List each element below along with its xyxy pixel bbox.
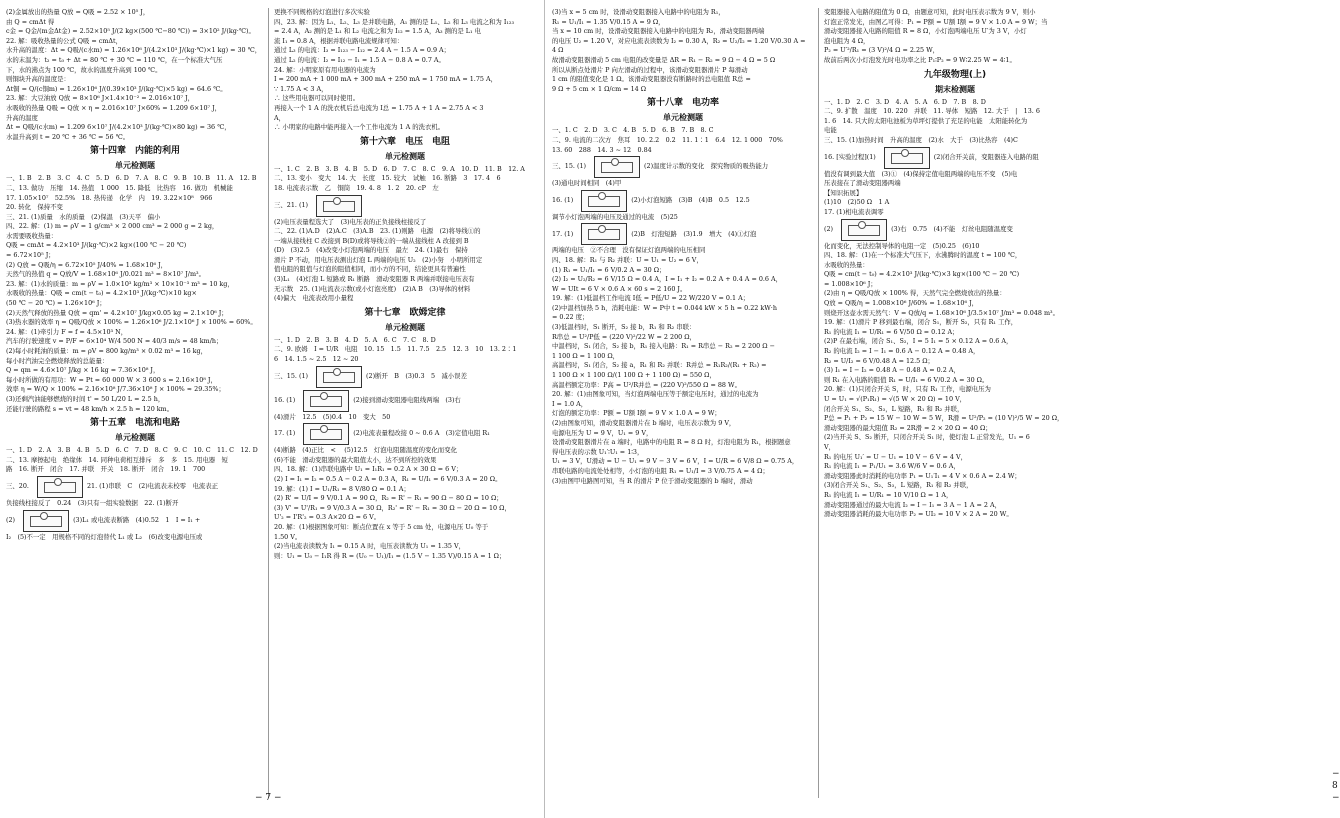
answer-line: 下，水的沸点为 100 ℃，故水的温度升高到 100 ℃。 <box>6 65 162 74</box>
answer-line: 一、1. D 2. A 3. B 4. B 5. D 6. C 7. D 8. C 9. C 10. C 11. C 12. D <box>6 446 258 455</box>
answer-line: = 0.22 度； <box>552 313 589 322</box>
answer-line: (3)当 x = 5 cm 时，设滑动变阻器接入电路中的电阻为 R₁， <box>552 8 725 16</box>
answer-line: 电能 <box>824 126 837 135</box>
answer-line: 1. 6 14. 只大的太阳电池板为草坪灯提供了充足的电能 太阳能转化为 <box>824 116 1028 125</box>
answer-line: 一、1. C 2. B 3. B 4. B 5. D 6. D 7. C 8. C 9. A 10. D 11. B 12. A <box>274 164 525 173</box>
answer-line: (3) I₁ = I − I₂ = 0.48 A − 0.48 A = 0.2 A， <box>824 366 960 375</box>
answer-line: 滑片 P 不动，用电压表测出灯泡 L 两端的电压 U₂ (2)小努 小明所用定 <box>274 255 483 264</box>
answer-line: 闭合开关 S₁、S₂、S₃，L 短路，R₁ 和 R₂ 并联， <box>824 404 964 413</box>
answer-line: 中温档时，S₁ 闭合，S₂ 接 b，R₁ 接入电路：R₁ = R串总 − R₂ = 2 200 Ω − <box>552 342 775 351</box>
answer-line: Q放 = Q吸/η = 1.008×10⁶ J/60% = 1.68×10⁶ J， <box>824 299 979 308</box>
page-number: − 8 − <box>1332 769 1340 803</box>
answer-line: 水需要吸收热量： <box>6 231 58 240</box>
answer-line: R₂ 的电流 I₂ = I − I₁ = 0.6 A − 0.12 A = 0.48 A， <box>824 347 980 356</box>
answer-line: R串总 = U²/P低 = (220 V)²/22 W = 2 200 Ω， <box>552 332 696 341</box>
answer-line: Δt = Q吸/(c水m) = 1.209 6×10⁷ J/(4.2×10³ J/(kg·℃)×80 kg) = 36 ℃， <box>6 123 231 132</box>
column-divider <box>818 8 819 798</box>
answer-line: 滑动变阻器此时消耗的电功率 P₁ = U₁′I₁ = 4 V × 0.6 A = 2.4 W； <box>824 471 1021 480</box>
answer-line: (2)金属放出的热量 Q放 = Q吸 = 2.52 × 10⁵ J， <box>6 8 150 16</box>
answer-line: R₂ = U/I₂ = 6 V/0.48 A = 12.5 Ω； <box>824 356 934 365</box>
circuit-diagram-figure <box>841 219 887 241</box>
answer-line: 四、18. 解：(1)串联电路中 U₁ = I₁R₁ = 0.2 A × 30 Ω = 6 V； <box>274 465 463 474</box>
answer-line: 水的末温为：t₂ = t₀ + Δt = 80 ℃ + 30 ℃ = 110 ℃，在一个标准大气压 <box>6 55 223 64</box>
answer-line: (4)滑片 12.5 (5)0.4 10 变大 50 <box>274 412 391 421</box>
answer-line: 压表接在了滑动变阻器两端 <box>824 179 901 188</box>
circuit-diagram-figure <box>581 190 627 212</box>
answer-line: 1 100 Ω = 1 100 Ω， <box>552 351 620 360</box>
answer-line: (6)不能 滑动变阻器的最大阻值太小，达不到所控的效果 <box>274 455 437 464</box>
answer-line: 泡电阻为 4 Ω， <box>824 36 870 45</box>
answer-line: 每小时汽油完全燃烧释放的总能量： <box>6 356 109 365</box>
answer-line: 变阻器接入电路的阻值为 0 Ω，由题意可知，此时电压表示数为 9 V，则小 <box>824 8 1036 16</box>
answer-line: 19. 解：(1)滑片 P 移到最右端，闭合 S₁，断开 S₂，只有 R₁ 工作， <box>824 318 1018 327</box>
line-segment: (2)接到滑动变阻器电阻线两端 (3)右 <box>353 395 461 404</box>
answer-line: (1)10 (2)50 Ω 1 A <box>824 198 890 207</box>
answer-line: 一、1. C 2. D 3. C 4. B 5. D 6. B 7. B 8. C <box>552 126 714 135</box>
answer-line: A， <box>274 113 286 122</box>
answer-line: R₁ 的电压 U₁′ = U − U₁ = 10 V − 6 V = 4 V， <box>824 452 968 461</box>
answer-line: 则 R₁ 在入电路的阻值 R₁ = U/I₁ = 6 V/0.2 A = 30 Ω。 <box>824 375 989 384</box>
answer-line: P₂ = U′²/R₁ = (3 V)²/4 Ω = 2.25 W， <box>824 46 940 55</box>
answer-line: V， <box>824 442 836 451</box>
column-divider <box>268 8 269 798</box>
answer-line: I₂ (5)不一定 用规格不同的灯泡替代 L₁ 或 L₂ (6)改变电源电压或 <box>6 532 203 541</box>
column-2 <box>274 8 536 798</box>
answer-line: 调节小灯泡两端的电压及通过的电流 (5)25 <box>552 212 678 221</box>
answer-line: 通过 L₂ 的电流：I₂ = I₁₂ − I₁ = 1.5 A − 0.8 A = 0.7 A。 <box>274 55 445 64</box>
line-segment: 17. (1) <box>552 229 574 238</box>
answer-line: I = 200 mA + 1 000 mA + 300 mA + 250 mA = 1 750 mA = 1.75 A， <box>274 75 498 84</box>
answer-line: 19. 解：(1)低温档工作电流 I低 = P低/U = 22 W/220 V = 0.1 A； <box>552 294 750 303</box>
answer-line: 9 Ω + 5 cm × 1 Ω/cm = 14 Ω <box>552 84 647 93</box>
chapter-heading: 九年级物理(上) <box>923 69 987 80</box>
answer-line: 24. 解：小明家原有用电器的电流为 <box>274 65 376 74</box>
page-number: − 7 − <box>255 793 282 803</box>
answer-line: 20. 解：(1)只闭合开关 S，时，只有 R₁ 工作，电源电压为 <box>824 385 991 394</box>
answer-line: I = 1.0 A， <box>552 399 588 408</box>
answer-line: 的电压 U₂ = 1.20 V，对应电流表读数为 I₂ = 0.30 A，R₂ = U₂/I₂ = 1.20 V/0.30 A = <box>552 36 806 45</box>
answer-line: 三、21. (1)质量 水的质量 (2)保温 (3)天平 偏小 <box>6 212 161 221</box>
answer-line-with-figure <box>274 365 536 389</box>
answer-line: = 6.72×10⁵ J； <box>6 251 55 260</box>
answer-line: c金 = Q金/(m金Δt金) = 2.52×10⁵ J/(2 kg×(500 ℃−80 ℃)) = 3×10² J/(kg·℃)。 <box>6 27 255 36</box>
answer-line: 水升高的温度：Δt = Q吸/(c水m) = 1.26×10⁶ J/(4.2×10³ J/(kg·℃)×1 kg) = 30 ℃， <box>6 46 262 55</box>
answer-line: 当 x = 10 cm 时，设滑动变阻器接入电路中的电阻为 R₂，滑动变阻器两端 <box>552 27 765 36</box>
answer-line: 24. 解：(1)牵引力 F = f = 4.5×10³ N， <box>6 327 128 336</box>
answer-line: (2)每小时耗油的质量：m = ρV = 800 kg/m³ × 0.02 m³ = 16 kg， <box>6 347 208 355</box>
line-segment: 16. (1) <box>552 195 574 204</box>
answer-line: (3)通电时间相同 (4)甲 <box>552 179 622 188</box>
answer-line: U = U₁ = √(P₁R₁) = √(5 W × 20 Ω) = 10 V， <box>824 395 967 403</box>
answer-line: 串联电路的电流处处相等，小灯泡的电阻 R₁ = U₁/I = 3 V/0.75 A = 4 Ω； <box>552 466 769 475</box>
section-heading: 单元检测题 <box>115 433 155 443</box>
answer-line: 负接线柱接反了 0.24 (3)只有一组实验数据 22. (1)断开 <box>6 498 179 507</box>
answer-line: 一、1. D 2. B 3. B 4. D 5. A 6. C 7. C 8. D <box>274 335 436 344</box>
chapter-heading: 第十五章 电流和电路 <box>89 418 180 429</box>
answer-line: 四、18. 解：(1)在一个标准大气压下，水沸腾时的温度 t = 100 ℃， <box>824 251 1022 260</box>
answer-line: (3) V' = U'/R₁ = 9 V/0.3 A = 30 Ω，R₂' = R' − R₁ = 30 Ω − 20 Ω = 10 Ω， <box>274 503 511 512</box>
answer-line: (1) R₁ = U₁/I₁ = 6 V/0.2 A = 30 Ω； <box>552 265 666 274</box>
answer-line: ∴ 小明家的电路中能再接入一个工作电流为 1 A 的洗衣机。 <box>274 123 445 132</box>
answer-line: 二、13. 变小 变大 14. 大 长度 15. 较大 试触 16. 断路 3 17. 4 6 <box>274 174 501 183</box>
answer-line: 滑动变阻器接入电路的阻值 R = 8 Ω，小灯泡两端电压 U′为 3 V，小灯 <box>824 27 1027 36</box>
answer-line: 20. 转化 保持不变 <box>6 203 63 212</box>
answer-line: 二、9. 电流的二次方 焦耳 10. 2.2 0.2 11. 1∶1 6.4 12. 1 000 70% <box>552 135 783 144</box>
line-segment: (2) <box>6 515 16 524</box>
answer-line-with-figure <box>552 222 814 246</box>
answer-line: 滑动变阻器消耗的最大电功率 P₂ = UI₂ = 10 V × 2 A = 20 W。 <box>824 510 1013 519</box>
answer-line: 二、22. (1)A.D (2)A.C (3)A.B 23. (1)则路 电源 (2)将导线①的 <box>274 227 481 236</box>
answer-line-with-figure <box>6 509 264 533</box>
answer-line: 四、18. 解：R₁ 与 R₂ 并联：U = U₁ = U₂ = 6 V， <box>552 255 703 264</box>
answer-line: 两端的电压 ②不合理 没有保证灯泡两端的电压相同 <box>552 246 706 255</box>
answer-line: 二、13. 做功 压缩 14. 热值 1 000 15. 降低 比热容 16. 做功 机械能 <box>6 183 233 192</box>
answer-line: (3)由图甲电路图可知，当 R 的滑片 P 位于滑动变阻器的 b 端时，滑动 <box>552 476 753 485</box>
answer-line: 【知识拓展】 <box>824 188 863 197</box>
circuit-diagram-figure <box>594 156 640 178</box>
answer-line: 汽车的行驶速度 v = P/F = 6×10⁴ W/4 500 N = 40/3 m/s = 48 km/h； <box>6 337 223 346</box>
section-heading: 单元检测题 <box>115 161 155 171</box>
answer-line: 滑动变阻器通过的最大电流 I₂ = I − I₁ = 3 A − 1 A = 2 A， <box>824 500 1002 509</box>
chapter-heading: 第十八章 电功率 <box>646 98 719 109</box>
line-segment: 三、15. (1) <box>274 371 309 380</box>
answer-line: 17. 1.05×10⁷ 52.5% 18. 热传递 化学 内 19. 3.22×10⁸ 966 <box>6 193 213 202</box>
answer-line: (2)中温档加热 5 h，消耗电能：W = P中 t = 0.044 kW × 5 h = 0.22 kW·h <box>552 303 777 312</box>
answer-line: 一、1. D 2. C 3. D 4. A 5. A 6. D 7. B 8. D <box>824 97 986 106</box>
answer-line: (50 ℃ − 20 ℃) = 1.26×10⁶ J； <box>6 299 106 308</box>
answer-line: P总 = P₁ + P₂ = 15 W − 10 W = 5 W，R滑 = U²/P₂ = (10 V)²/5 W = 20 Ω， <box>824 414 1064 423</box>
answer-line: = 1.008×10⁶ J； <box>824 279 877 288</box>
section-heading: 单元检测题 <box>385 322 425 332</box>
answer-line: (3)热水器的效率 η = Q吸/Q放 × 100% = 1.26×10⁶ J/2.1×10⁶ J × 100% = 60%。 <box>6 318 257 327</box>
answer-line: 故前后两次小灯泡发光时电功率之比 P₁∶P₂ = 9 W∶2.25 W = 4∶1。 <box>824 55 1016 64</box>
answer-line-with-figure <box>552 155 814 179</box>
column-4 <box>824 8 1086 798</box>
circuit-diagram-figure <box>303 390 349 412</box>
answer-line: Δt铜 = Q/(c铜m) = 1.26×10⁶ J/(0.39×10³ J/(kg·℃)×5 kg) ≈ 64.6 ℃。 <box>6 84 227 93</box>
circuit-diagram-figure <box>581 223 627 245</box>
answer-line: 更换不同规格的灯泡进行多次实验 <box>274 8 370 16</box>
answer-line: W = UIt = 6 V × 0.6 A × 60 s = 2 160 J。 <box>552 284 687 293</box>
line-segment: (2)电流表量程改接 0 ~ 0.6 A (3)定值电阻 R₁ <box>353 429 490 438</box>
answer-line: 无示数 25. (1)电流表示数(或小灯泡亮度) (2)A B (3)导体的材料 <box>274 284 471 293</box>
answer-line: 高温档额定功率：P高 = U²/R并总 = (220 V)²/550 Ω = 88 W。 <box>552 380 741 389</box>
answer-line: 故滑动变阻器滑动 5 cm 电阻的改变量是 ΔR = R₁ − R₂ = 9 Ω − 4 Ω = 5 Ω <box>552 55 776 64</box>
answer-line: 值没有调到最大值 (3)① (4)保持定值电阻两端的电压不变 (5)电 <box>824 169 1018 178</box>
answer-line: 水吸收的热量： <box>824 260 869 269</box>
answer-line: 23. 解：(1)水的质量：m = ρV = 1.0×10³ kg/m³ × 10×10⁻³ m³ = 10 kg， <box>6 279 234 288</box>
answer-line: 通过 L₃ 的电流：I₃ = I₁₂₃ − I₁₂ = 2.4 A − 1.5 A = 0.9 A； <box>274 46 451 55</box>
circuit-diagram-figure <box>316 366 362 388</box>
section-heading: 期末检测题 <box>935 84 975 94</box>
line-segment: (2)小灯泡短路 (3)B (4)B 0.5 12.5 <box>631 195 750 204</box>
answer-line: (2)天然气释放的热量 Q放 = qm' = 4.2×10⁷ J/kg×0.05 kg = 2.1×10⁶ J； <box>6 308 228 317</box>
answer-line: 天然气的热值 q = Q放/V = 1.68×10⁶ J/0.021 m³ = 8×10⁷ J/m³。 <box>6 270 205 279</box>
line-segment: 21. (1)串联 C (2)电流表未校零 电流表正 <box>86 482 219 491</box>
answer-line: 一端从接线柱 C 改接到 B(D)或将导线②的一端从接线柱 A 改接到 B <box>274 236 469 245</box>
answer-line: 灯泡的额定功率：P额 = U额 I额 = 9 V × 1.0 A = 9 W； <box>552 409 721 418</box>
answer-line-with-figure <box>6 475 264 499</box>
answer-line: 还能行驶的路程 s = vt = 48 km/h × 2.5 h = 120 km。 <box>6 404 174 413</box>
answer-line: 四、22. 解：(1) m = ρV = 1 g/cm³ × 2 000 cm³ = 2 000 g = 2 kg， <box>6 222 219 231</box>
answer-line-with-figure <box>274 194 536 218</box>
answer-line: 二、9. 扩散 温度 10. 220 并联 11. 导体 短路 12. 大于 | 13. 6 <box>824 107 1040 116</box>
answer-line: 高温档时，S₁ 闭合，S₂ 接 a，R₁ 和 R₂ 并联：R并总 = R₁R₂/(R₁ + R₂) = <box>552 361 767 370</box>
answer-line: U₁ = 3 V，U滑动 = U − U₁ = 9 V − 3 V = 6 V，I = U/R = 6 V/8 Ω = 0.75 A， <box>552 457 799 466</box>
answer-line: 得电压表的示数 U₁′∶U₁ = 1∶3， <box>552 447 644 456</box>
answer-line: 值电阻的阻值与灯泡的阻值相同，而小方的不同，结论更具有普遍性 <box>274 265 466 274</box>
answer-line-with-figure <box>824 146 1086 170</box>
line-segment: 三、21. (1) <box>274 200 309 209</box>
answer-line: 每小时所做的有用功：W = Pt = 60 000 W × 3 600 s = 2.16×10⁸ J， <box>6 375 217 384</box>
answer-line: 4 Ω <box>552 46 564 55</box>
line-segment: (3)L₁ 或电流表断路 (4)0.52 1 I = I₁ + <box>73 515 201 524</box>
answer-line: 电源电压为 U = 9 V，U₁ = 9 V， <box>552 428 653 437</box>
answer-line: (3)低温档时，S₁ 断开，S₂ 接 b，R₁ 和 R₂ 串联： <box>552 323 696 332</box>
answer-line-with-figure <box>274 422 536 446</box>
answer-line: 水温升高到 t = 20 ℃ + 36 ℃ = 56 ℃。 <box>6 132 130 141</box>
answer-line: 效率 η = W/Q × 100% = 2.16×10⁸ J/7.36×10⁸ J × 100% ≈ 29.35%； <box>6 385 225 394</box>
answer-line: (3)L₁ (4)灯泡 L 短路或 R₁ 断路 滑动变阻器 R 两端并联接电压表有 <box>274 275 475 284</box>
answer-line: (2)当电流表读数为 I₁ = 0.15 A 时，电压表读数为 U₁ = 1.35 V， <box>274 542 466 551</box>
chapter-heading: 第十四章 内能的利用 <box>89 146 180 157</box>
answer-line: (3)还剩汽油能够燃烧的时间 t' = 50 L/20 L = 2.5 h， <box>6 394 165 403</box>
answer-line: 再接入一个 1 A 的洗衣机后总电流为 I总 = 1.75 A + 1 A = 2.75 A < 3 <box>274 103 484 112</box>
answer-line: 则烧开这壶水需天然气：V = Q放/q = 1.68×10⁶ J/3.5×10⁷ J/m³ = 0.048 m³。 <box>824 308 1059 317</box>
line-segment: 16. (1) <box>274 395 296 404</box>
circuit-diagram-figure <box>884 147 930 169</box>
answer-line: 18. 电流表示数 乙 铜筒 19. 4. 8 1. 2 20. cP 左 <box>274 183 439 192</box>
answer-line: (2)由 η = Q吸/Q放 × 100% 得，天然气完全燃烧放出的热量： <box>824 289 1006 298</box>
answer-line: Q = qm = 4.6×10⁷ J/kg × 16 kg = 7.36×10⁸ J， <box>6 366 160 375</box>
answer-line: (2) I₂ = U₂/R₂ = 6 V/15 Ω = 0.4 A，I = I₁ + I₂ = 0.2 A + 0.4 A = 0.6 A， <box>552 275 783 284</box>
answer-line: (2)电压表量程选大了 (3)电压表的正负接线柱接反了 <box>274 217 427 226</box>
answer-line: 则：U₁ = U₀ − I₁R 得 R = (U₀ − U₁)/I₁ = (1.5 V − 1.35 V)/0.15 A = 1 Ω； <box>274 551 506 560</box>
answer-line: R₁ = U₁/I₁ = 1.35 V/0.15 A = 9 Ω， <box>552 17 665 26</box>
left-page <box>0 8 540 804</box>
answer-line: 设滑动变阻器滑片在 a 端时，电路中的电阻 R = 8 Ω 时，灯泡电阻为 R₁，根据题意 <box>552 438 791 447</box>
answer-line: 流 I₁ = 0.8 A，根据并联电路电流规律可知： <box>274 36 404 45</box>
answer-line: 滑动变阻器的最大阻值 R₂ = 2R滑 = 2 × 20 Ω = 40 Ω； <box>824 423 992 432</box>
line-segment: (2)闭合开关前，变阻器连入电路的阻 <box>933 152 1039 161</box>
answer-line: R₁ 的电流 I₁ = U/R₁ = 6 V/50 Ω = 0.12 A； <box>824 327 959 336</box>
answer-line: Q吸 = cmΔt = 4.2×10³ J/(kg·℃)×2 kg×(100 ℃ − 20 ℃) <box>6 241 187 250</box>
circuit-diagram-figure <box>303 423 349 445</box>
answer-line: 23. 解：大豆油放 Q放 = 8×10⁶ J×1.4×10⁻² = 2.016×10⁷ J， <box>6 94 195 103</box>
answer-line: (3)闭合开关 S₁、S₂、S₃，L 短路，R₁ 和 R₂ 并联， <box>824 481 973 490</box>
answer-line: 由 Q = cmΔt 得 <box>6 17 55 26</box>
answer-line: (D) (3)2.5 (4)改变小灯泡两端的电压 最左 24. (1)最右 保持 <box>274 246 468 255</box>
answer-line: R₁ 的电流 I₁ = P₁/U₁ = 3.6 W/6 V = 0.6 A， <box>824 462 960 471</box>
line-segment: (2) <box>824 224 834 233</box>
section-heading: 单元检测题 <box>385 151 425 161</box>
answer-line: ∵ 1.75 A < 3 A， <box>274 84 328 93</box>
answer-line: (2) I = I₁ = I₂ = 0.5 A − 0.2 A = 0.3 A，R₁ = U/I₁ = 6 V/0.3 A = 20 Ω。 <box>274 475 502 483</box>
answer-line: (2)当开关 S、S₂ 断开，只闭合开关 S₁ 时，使灯泡 L 正常发光，U₁ = 6 <box>824 433 1030 442</box>
answer-line-with-figure <box>274 389 536 413</box>
answer-line: (2)由图象可知，滑动变阻器滑片在 b 端时，电压表示数为 9 V， <box>552 419 736 427</box>
answer-line: Q吸 = cm(t − t₀) = 4.2×10³ J/(kg·℃)×3 kg×(100 ℃ − 20 ℃) <box>824 270 1020 279</box>
answer-line: 一、1. B 2. B 3. C 4. C 5. D 6. D 7. A 8. C 9. B 10. B 11. A 12. B <box>6 174 257 183</box>
answer-line: ∴ 这些用电器可以同时使用。 <box>274 94 360 103</box>
column-3 <box>552 8 814 798</box>
line-segment: (2)断开 B (3)0.3 5 减小误差 <box>366 371 467 380</box>
line-segment: 16. [实验过程](1) <box>824 152 876 161</box>
answer-line: 22. 解：吸收热量的公式 Q吸 = cmΔt， <box>6 36 123 45</box>
answer-line: 升高的温度 <box>6 113 38 122</box>
chapter-heading: 第十六章 电压 电阻 <box>359 136 450 147</box>
answer-line: 1 100 Ω × 1 100 Ω/(1 100 Ω + 1 100 Ω) = 550 Ω， <box>552 371 716 380</box>
line-segment: 三、20. <box>6 482 29 491</box>
answer-line: 水吸收的热量 Q吸 = Q放 × η = 2.016×10⁷ J×60% = 1.209 6×10⁷ J， <box>6 103 222 112</box>
answer-line: (2) R' = U/I = 9 V/0.1 A = 90 Ω，R₂ = R' − R₁ = 90 Ω − 80 Ω = 10 Ω； <box>274 494 503 503</box>
chapter-heading: 第十七章 欧姆定律 <box>364 307 446 318</box>
line-segment: (3)右 0.75 (4)不能 灯丝电阻随温度变 <box>891 224 1013 233</box>
answer-line: 化而变化，无法控制导体的电阻一定 (5)0.25 (6)10 <box>824 241 980 250</box>
answer-line: 13. 60 288 14. 3 ~ 12 0.84 <box>552 145 652 154</box>
page-gutter <box>544 0 545 818</box>
answer-line: 1.50 V。 <box>274 532 302 541</box>
answer-line: 20. 解：(1)根据图象可知：断点位置在 x 等于 5 cm 处，电源电压 U₀ 等于 <box>274 522 489 531</box>
answer-line: 四、23. 解：因为 L₁、L₂、L₃ 是并联电路，A₁ 测的是 L₁、L₂ 和 L₃ 电流之和为 I₁₂₃ <box>274 17 515 26</box>
answer-line: (2)P 在最右端，闭合 S₁、S₂，I = 5 I₁ = 5 × 0.12 A = 0.6 A， <box>824 337 1013 346</box>
circuit-diagram-figure <box>37 476 83 498</box>
answer-line: (4)偏大 电流表改用小量程 <box>274 294 354 303</box>
answer-line: 19. 解：(1) I = U₁/R₁ = 8 V/80 Ω = 0.1 A； <box>274 484 410 493</box>
answer-line: = 2.4 A，A₂ 测的是 L₁ 和 L₂ 电流之和为 I₁₂ = 1.5 A，A₃ 测的是 L₁ 电 <box>274 27 481 36</box>
answer-line: U'₂ = I'R'₂ = 0.3 A×20 Ω = 6 V。 <box>274 513 381 522</box>
answer-line: 三、15. (1)加热时间 升高的温度 (2)水 大于 (3)比热容 (4)C <box>824 135 1018 144</box>
section-heading: 单元检测题 <box>663 113 703 123</box>
answer-line: (4)断路 (4)正比 < (5)12.5 灯泡电阻随温度的变化而变化 <box>274 446 457 455</box>
answer-line: 二、9. 欧姆 I = U/R 电阻 10. 15 1.5 11. 7.5 2.5 12. 3 10 13. 2∶1 <box>274 345 517 354</box>
answer-line-with-figure <box>824 218 1086 242</box>
answer-line: 6 14. 1.5 ~ 2.5 12 ~ 20 <box>274 355 359 364</box>
answer-line: 二、13. 摩擦起电 绝缘体 14. 同种电荷相互排斥 多 多 15. 用电器 短 <box>6 455 228 464</box>
answer-line: 水吸收的热量：Q吸 = cm(t − t₀) = 4.2×10³ J/(kg·℃)×10 kg× <box>6 289 197 298</box>
answer-line-with-figure <box>552 189 814 213</box>
answer-line: 1 cm 的阻值变化是 1 Ω。该滑动变阻器没有断路时的总电阻值 R总 = <box>552 75 751 84</box>
column-1 <box>6 8 264 798</box>
answer-line: 20. 解：(1)由图象可知，当灯泡两端电压等于额定电压时，通过的电流为 <box>552 390 759 399</box>
answer-line: 17. (1)相电流表调零 <box>824 207 884 216</box>
answer-line: 所以从断点处滑片 P 向左滑动的过程中，该滑动变阻器滑片 P 每滑动 <box>552 65 748 74</box>
line-segment: 17. (1) <box>274 429 296 438</box>
circuit-diagram-figure <box>316 195 362 217</box>
circuit-diagram-figure <box>23 510 69 532</box>
answer-line: R₁ 的电流 I₁ = U/R₁ = 10 V/10 Ω = 1 A， <box>824 490 953 499</box>
answer-line: (2) Q放 = Q吸/η = 6.72×10⁵ J/40% = 1.68×10⁶ J， <box>6 260 168 269</box>
answer-line: 路 16. 断开 闭合 17. 并联 开关 18. 断开 闭合 19. 1 700 <box>6 465 206 474</box>
line-segment: (2)温度计示数的变化 探究物质的吸热能力 <box>644 162 769 171</box>
answer-line: 灯泡正常发光，由图乙可得：P₁ = P额 = U额 I额 = 9 V × 1.0 A = 9 W；当 <box>824 17 1048 26</box>
right-page <box>548 8 1340 804</box>
line-segment: 三、15. (1) <box>552 162 587 171</box>
answer-line: 则铜块升高的温度是： <box>6 75 70 84</box>
line-segment: (2)B 灯泡短路 (3)1.9 增大 (4)①灯泡 <box>631 229 757 238</box>
